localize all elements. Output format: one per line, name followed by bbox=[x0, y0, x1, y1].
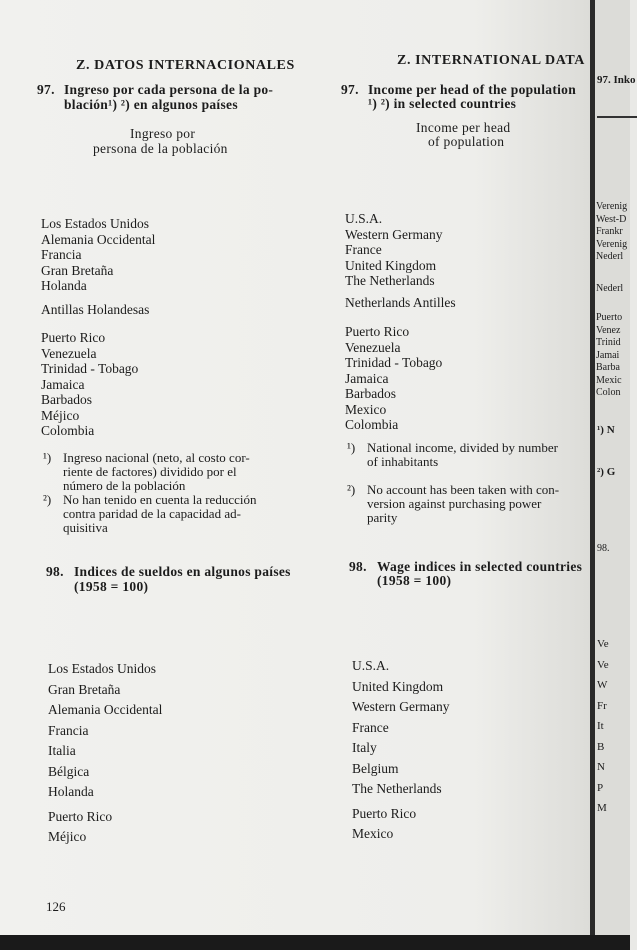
footnote-line: of inhabitants bbox=[367, 454, 439, 469]
country-name: Jamaica bbox=[345, 370, 389, 386]
country-name: U.S.A. bbox=[352, 658, 390, 673]
footnote-line: No account has been taken with con- bbox=[367, 482, 560, 497]
country-name: Mexico bbox=[352, 826, 394, 841]
footnote-line: número de la población bbox=[63, 478, 186, 493]
country-name: France bbox=[345, 242, 382, 257]
footnote-mark: ²) G bbox=[597, 466, 616, 478]
country-name: Ve bbox=[597, 658, 609, 671]
wage-country-list-es bbox=[48, 659, 162, 848]
country-name: The Netherlands bbox=[352, 781, 442, 796]
country-name: Trinidad - Tobago bbox=[345, 355, 443, 370]
country-name: Jamaica bbox=[41, 376, 85, 392]
column-header-en-1: Income per head bbox=[416, 120, 511, 135]
country-name: Bélgica bbox=[48, 763, 90, 779]
country-name: B bbox=[597, 740, 605, 753]
footnotes-es bbox=[43, 451, 256, 535]
country-list-es-group2 bbox=[41, 302, 149, 318]
table-98-title-es-1: Indices de sueldos en algunos países bbox=[74, 564, 291, 579]
country-name: Ve bbox=[597, 638, 609, 650]
footnote-line: Ingreso nacional (neto, al costo cor- bbox=[63, 450, 250, 465]
country-name: Francia bbox=[41, 247, 82, 262]
country-name: Barba bbox=[596, 362, 620, 373]
next-page-group3 bbox=[596, 312, 622, 400]
footnote-line: contra paridad de la capacidad ad- bbox=[63, 506, 241, 521]
country-name: Venezuela bbox=[41, 345, 97, 361]
country-list-en-group1 bbox=[345, 211, 443, 289]
next-page-98: 98. bbox=[597, 543, 610, 554]
footnote-mark: ¹) bbox=[43, 450, 52, 465]
next-page-edge bbox=[595, 0, 636, 935]
column-header-es-1: Ingreso por bbox=[130, 126, 196, 141]
country-name: Holanda bbox=[48, 784, 94, 799]
footnote-mark: ¹) bbox=[347, 440, 356, 455]
footnote-line: quisitiva bbox=[63, 520, 108, 535]
table-97-title-en-2: ¹) ²) in selected countries bbox=[368, 96, 517, 111]
country-name: Alemania Occidental bbox=[41, 231, 156, 247]
footnote-mark: ²) bbox=[43, 492, 52, 507]
next-page-title: 97. Inko bbox=[597, 74, 636, 86]
country-name: Frankr bbox=[596, 226, 623, 237]
country-list-es-group1 bbox=[41, 216, 155, 294]
country-name: Puerto bbox=[596, 312, 623, 323]
table-97-title-es-1: Ingreso por cada persona de la po- bbox=[64, 82, 274, 97]
section-heading-es: Z. DATOS INTERNACIONALES bbox=[76, 58, 295, 73]
country-name: West-D bbox=[596, 213, 627, 225]
country-name: Méjico bbox=[48, 829, 87, 844]
table-rule bbox=[597, 116, 637, 118]
country-name: Gran Bretaña bbox=[41, 262, 114, 278]
country-name: France bbox=[352, 719, 389, 735]
footnote-mark: ²) bbox=[347, 482, 356, 497]
country-name: Venezuela bbox=[345, 339, 401, 355]
country-list-en-group2 bbox=[345, 295, 456, 311]
country-name: M bbox=[597, 802, 607, 814]
footnote-line: parity bbox=[367, 510, 398, 525]
country-name: Nederl bbox=[596, 283, 624, 294]
country-name: Puerto Rico bbox=[345, 324, 410, 339]
table-98-number-es: 98. bbox=[46, 564, 64, 579]
country-name: P bbox=[597, 781, 604, 794]
country-name: Western Germany bbox=[352, 699, 450, 714]
country-name: Colombia bbox=[41, 423, 95, 438]
next-page-group2 bbox=[596, 283, 623, 296]
table-98-number-en: 98. bbox=[349, 559, 367, 574]
country-name: Italy bbox=[352, 740, 377, 755]
country-name: Puerto Rico bbox=[352, 805, 417, 821]
table-97-number-en: 97. bbox=[341, 82, 359, 97]
country-name: Fr bbox=[597, 699, 607, 712]
country-name: Holanda bbox=[41, 278, 87, 293]
country-name: Mexico bbox=[345, 401, 387, 417]
table-97-title-en-1: Income per head of the population bbox=[368, 82, 577, 97]
country-name: Alemania Occidental bbox=[48, 702, 163, 717]
country-name: Verenig bbox=[596, 201, 628, 212]
country-name: Mexic bbox=[596, 374, 622, 386]
country-name: Los Estados Unidos bbox=[41, 216, 149, 231]
table-98-title-en-2: (1958 = 100) bbox=[377, 573, 452, 588]
country-list-es-group3 bbox=[41, 330, 138, 439]
country-name: Puerto Rico bbox=[41, 330, 106, 345]
country-name: Netherlands Antilles bbox=[345, 295, 456, 310]
footnote-line: version against purchasing power bbox=[367, 496, 542, 511]
wage-country-list-en bbox=[352, 656, 450, 845]
country-name: Antillas Holandesas bbox=[41, 302, 150, 317]
country-name: Western Germany bbox=[345, 226, 443, 242]
country-name: Barbados bbox=[345, 386, 396, 401]
country-name: Italia bbox=[48, 743, 76, 758]
column-header-es-2: persona de la población bbox=[93, 141, 228, 156]
table-97-title-es-2: blación¹) ²) en algunos países bbox=[64, 97, 238, 112]
table-98-title-en-1: Wage indices in selected countries bbox=[377, 559, 583, 574]
country-name: Colon bbox=[596, 387, 621, 398]
country-name: Méjico bbox=[41, 407, 80, 423]
footnote-line: National income, divided by number bbox=[367, 440, 558, 455]
country-name: Trinidad - Tobago bbox=[41, 361, 139, 376]
country-name: N bbox=[597, 761, 605, 773]
country-name: Los Estados Unidos bbox=[48, 661, 156, 676]
scan-border bbox=[0, 935, 630, 950]
country-name: U.S.A. bbox=[345, 211, 383, 226]
country-name: Trinid bbox=[596, 337, 621, 348]
country-name: United Kingdom bbox=[352, 678, 444, 694]
country-name: The Netherlands bbox=[345, 273, 435, 288]
next-page-countries bbox=[597, 634, 609, 819]
footnote-line: No han tenido en cuenta la reducción bbox=[63, 492, 257, 507]
country-name: Venez bbox=[596, 324, 621, 336]
country-name: Jamai bbox=[596, 349, 620, 361]
table-97-number-es: 97. bbox=[37, 82, 55, 97]
country-name: Nederl bbox=[596, 251, 624, 262]
country-name: Colombia bbox=[345, 417, 399, 432]
country-name: Gran Bretaña bbox=[48, 681, 121, 697]
country-list-en-group3 bbox=[345, 324, 442, 433]
footnotes-en bbox=[347, 441, 559, 525]
country-name: It bbox=[597, 720, 604, 732]
country-name: Puerto Rico bbox=[48, 808, 113, 824]
table-98-title-es-2: (1958 = 100) bbox=[74, 579, 149, 594]
country-name: Francia bbox=[48, 722, 89, 738]
country-name: W bbox=[597, 679, 608, 691]
page-number: 126 bbox=[46, 899, 66, 914]
next-page-group1 bbox=[596, 201, 627, 264]
column-header-en-2: of population bbox=[428, 134, 505, 149]
footnote-line: riente de factores) dividido por el bbox=[63, 464, 237, 479]
country-name: Barbados bbox=[41, 392, 92, 407]
country-name: Belgium bbox=[352, 760, 399, 776]
section-heading-en: Z. INTERNATIONAL DATA bbox=[397, 53, 586, 68]
country-name: Verenig bbox=[596, 238, 628, 250]
footnote-mark: ¹) N bbox=[597, 424, 615, 436]
country-name: United Kingdom bbox=[345, 257, 437, 273]
